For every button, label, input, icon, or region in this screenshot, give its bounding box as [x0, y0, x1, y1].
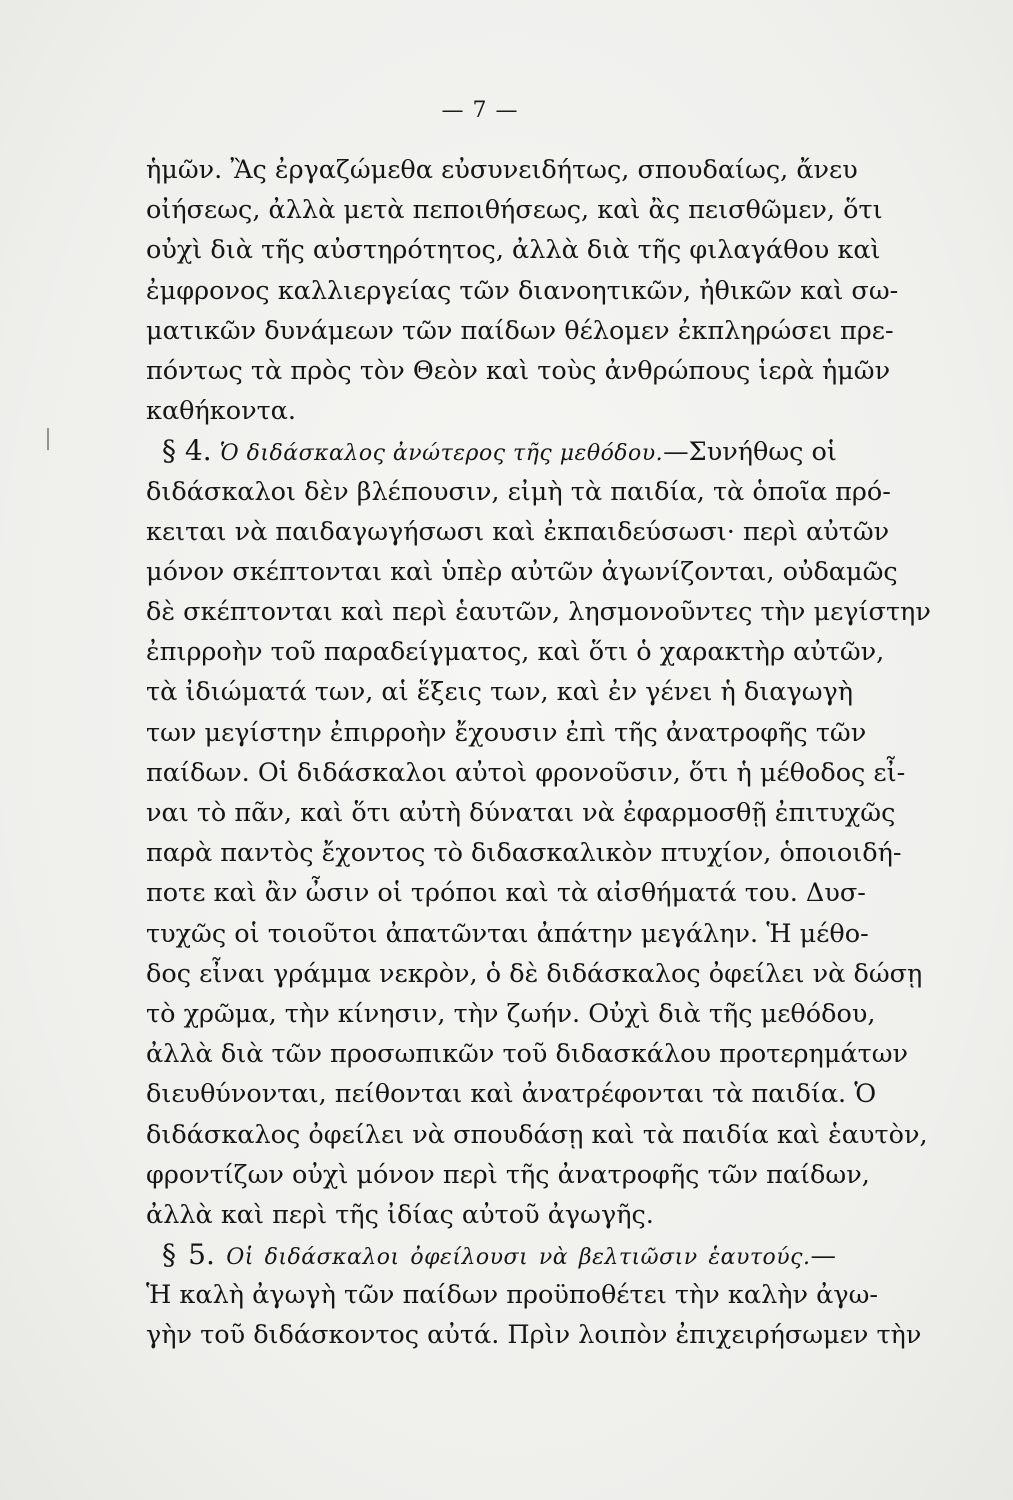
- text-line: πόντως τὰ πρὸς τὸν Θεὸν καὶ τοὺς ἀνθρώπους ἱερὰ ἡμῶν: [146, 355, 891, 386]
- text-line: Ἡ καλὴ ἀγωγὴ τῶν παίδων προϋποθέτει τὴν καλὴν ἀγω-: [146, 1280, 878, 1311]
- text-line: οὐχὶ διὰ τῆς αὐστηρότητος, ἀλλὰ διὰ τῆς φιλαγάθου καὶ: [146, 235, 881, 266]
- body-text: [146, 150, 931, 1356]
- text-line: κειται νὰ παιδαγωγήσωσι καὶ ἐκπαιδεύσωσι· περὶ αὐτῶν: [146, 516, 890, 547]
- section-5-heading-line: [146, 1235, 836, 1275]
- text-line: παρὰ παντὸς ἔχοντος τὸ διδασκαλικὸν πτυχίον, ὁποιοιδή-: [146, 838, 902, 869]
- text-line: φροντίζων οὐχὶ μόνον περὶ τῆς ἀνατροφῆς τῶν παίδων,: [146, 1159, 870, 1190]
- section-4-heading-line: [146, 431, 836, 471]
- section-4-title: Ὁ διδάσκαλος ἀνώτερος τῆς μεθόδου.: [219, 441, 664, 467]
- text-line: δος εἶναι γράμμα νεκρὸν, ὁ δὲ διδάσκαλος ὀφείλει νὰ δώσῃ: [146, 958, 923, 989]
- text-line: των μεγίστην ἐπιρροὴν ἔχουσιν ἐπὶ τῆς ἀνατροφῆς τῶν: [146, 717, 867, 748]
- text-line: διδάσκαλος ὀφείλει νὰ σπουδάσῃ καὶ τὰ παιδία καὶ ἑαυτὸν,: [146, 1119, 928, 1150]
- text-line: παίδων. Οἱ διδάσκαλοι αὐτοὶ φρονοῦσιν, ὅτι ἡ μέθοδος εἶ-: [146, 757, 906, 788]
- text-line: ἡμῶν. Ἂς ἐργαζώμεθα εὐσυνειδήτως, σπουδαίως, ἄνευ: [146, 155, 858, 185]
- text-line: ἐπιρροὴν τοῦ παραδείγματος, καὶ ὅτι ὁ χαρακτὴρ αὐτῶν,: [146, 637, 885, 668]
- page-number: — 7 —: [441, 98, 519, 123]
- text-line: μόνον σκέπτονται καὶ ὑπὲρ αὐτῶν ἀγωνίζονται, οὐδαμῶς: [146, 556, 898, 587]
- section-5-lead: —: [810, 1241, 836, 1272]
- text-line: ἀλλὰ διὰ τῶν προσωπικῶν τοῦ διδασκάλου προτερημάτων: [146, 1039, 909, 1070]
- section-5-title: Οἱ διδάσκαλοι ὀφείλουσι νὰ βελτιῶσιν ἑαυτούς.: [226, 1245, 811, 1271]
- text-line: διδάσκαλοι δὲν βλέπουσιν, εἰμὴ τὰ παιδία, τὰ ὁποῖα πρό-: [146, 476, 891, 507]
- section-4-mark: § 4.: [162, 434, 212, 468]
- margin-mark: [47, 428, 49, 450]
- section-4-lead: —Συνήθως οἱ: [663, 437, 837, 468]
- text-line: δὲ σκέπτονται καὶ περὶ ἑαυτῶν, λησμονοῦντες τὴν μεγίστην: [146, 597, 931, 628]
- text-line: τὸ χρῶμα, τὴν κίνησιν, τὴν ζωήν. Οὐχὶ διὰ τῆς μεθόδου,: [146, 998, 876, 1029]
- text-line: καθήκοντα.: [146, 396, 297, 427]
- text-line: γὴν τοῦ διδάσκοντος αὐτά. Πρὶν λοιπὸν ἐπιχειρήσωμεν τὴν: [146, 1320, 922, 1351]
- text-line: ναι τὸ πᾶν, καὶ ὅτι αὐτὴ δύναται νὰ ἐφαρμοσθῇ ἐπιτυχῶς: [146, 798, 896, 828]
- section-5-mark: § 5.: [162, 1238, 215, 1272]
- text-line: ἀλλὰ καὶ περὶ τῆς ἰδίας αὐτοῦ ἀγωγῆς.: [146, 1199, 654, 1230]
- text-line: τυχῶς οἱ τοιοῦτοι ἀπατῶνται ἀπάτην μεγάλην. Ἡ μέθο-: [146, 918, 869, 949]
- text-line: τὰ ἰδιώματά των, αἱ ἕξεις των, καὶ ἐν γένει ἡ διαγωγὴ: [146, 677, 854, 708]
- text-line: ματικῶν δυνάμεων τῶν παίδων θέλομεν ἐκπληρώσει πρε-: [146, 315, 894, 346]
- text-line: ἐμφρονος καλλιεργείας τῶν διανοητικῶν, ἠθικῶν καὶ σω-: [146, 275, 899, 306]
- text-line: οἰήσεως, ἀλλὰ μετὰ πεποιθήσεως, καὶ ἂς πεισθῶμεν, ὅτι: [146, 195, 883, 226]
- text-line: ποτε καὶ ἂν ὦσιν οἱ τρόποι καὶ τὰ αἰσθήματά του. Δυσ-: [146, 878, 866, 909]
- text-line: διευθύνονται, πείθονται καὶ ἀνατρέφονται τὰ παιδία. Ὁ: [146, 1079, 877, 1110]
